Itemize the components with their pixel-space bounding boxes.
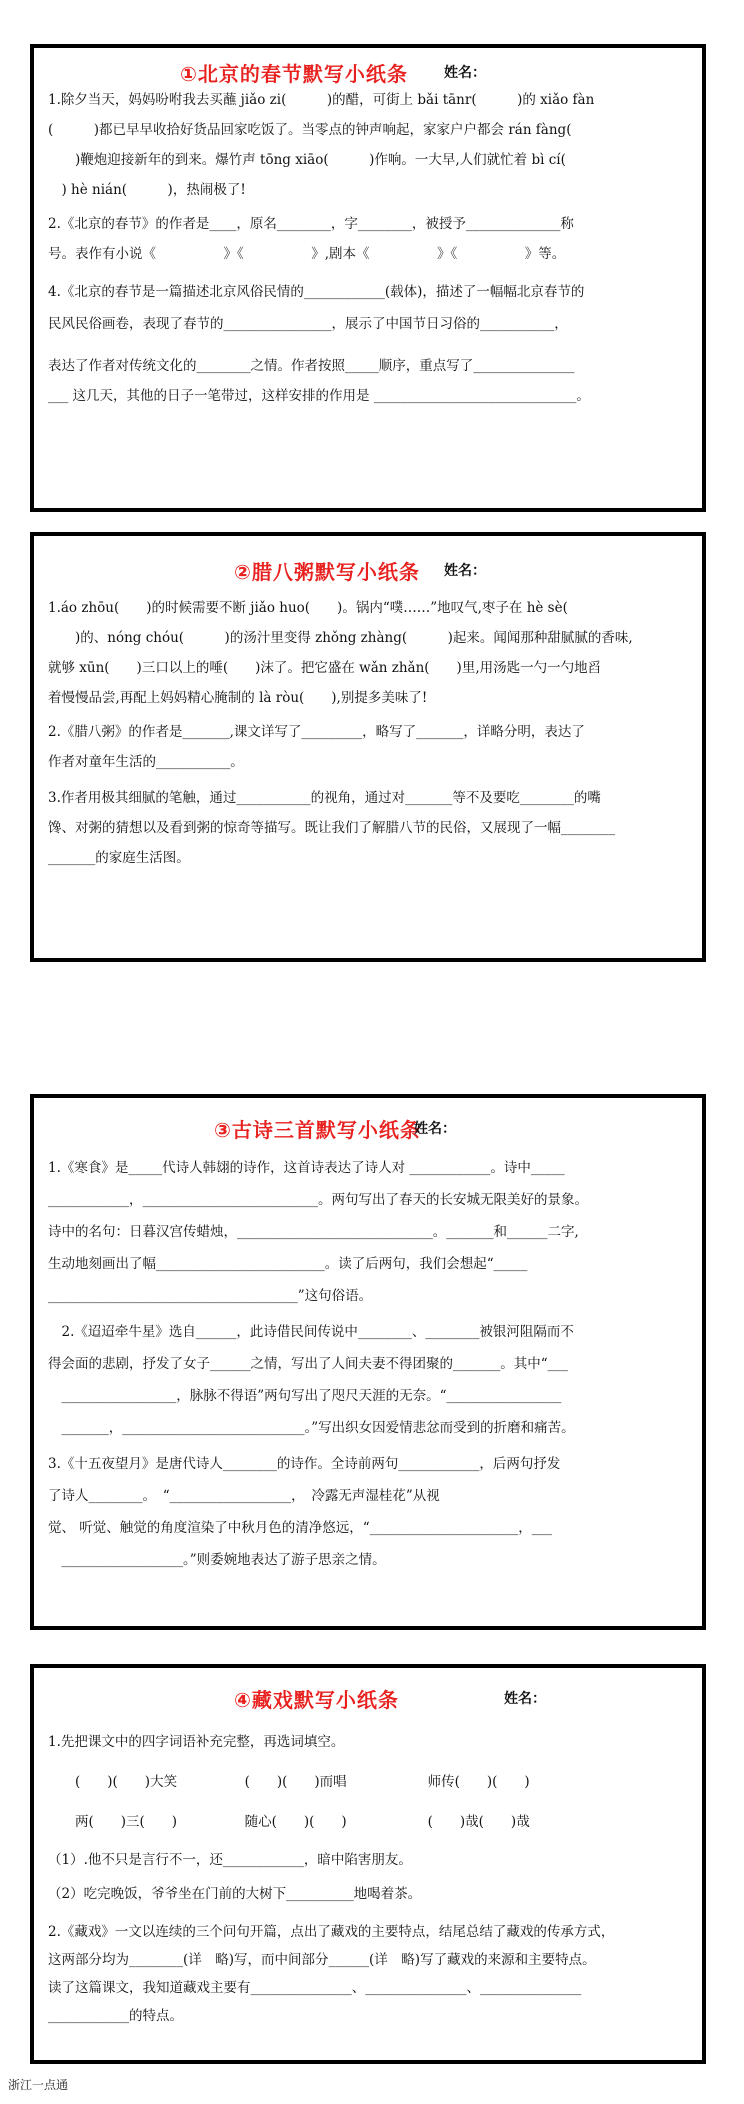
text-line: 3.《十五夜望月》是唐代诗人________的诗作。全诗前两句____________，后两句抒发 bbox=[48, 1456, 561, 1472]
text-line: _____________________________________”这句俗语。 bbox=[48, 1288, 373, 1304]
text-line: 这两部分均为________(详 略)写，而中间部分______(详 略)写了藏戏的来源和主要特点。 bbox=[48, 1952, 596, 1968]
text-line: 民风民俗画卷，表现了春节的________________，展示了中国节日习俗的___________， bbox=[48, 316, 568, 332]
text-line: __________________。”则委婉地表达了游子思亲之情。 bbox=[48, 1552, 386, 1568]
text-line: )鞭炮迎接新年的到来。爆竹声 tōng xiāo( )作响。一大早,人们就忙着 bì cí( bbox=[48, 152, 566, 168]
text-line: 2.《北京的春节》的作者是____，原名________，字________，被授予______________称 bbox=[48, 216, 574, 232]
text-line: ____________，__________________________。两句写出了春天的长安城无限美好的景象。 bbox=[48, 1192, 588, 1208]
text-line: ____________的特点。 bbox=[48, 2008, 183, 2024]
text-line: 1.《寒食》是_____代诗人韩翃的诗作，这首诗表达了诗人对 ____________。诗中_____ bbox=[48, 1160, 565, 1176]
text-line: 2.《迢迢牵牛星》选自______，此诗借民间传说中________、________被银河阻隔而不 bbox=[48, 1324, 574, 1340]
text-line: （2）吃完晚饭，爷爷坐在门前的大树下__________地喝着茶。 bbox=[48, 1886, 422, 1902]
text-line: _______的家庭生活图。 bbox=[48, 850, 190, 866]
text-line: 得会面的悲剧，抒发了女子______之情，写出了人间夫妻不得团聚的_______。其中“___ bbox=[48, 1356, 568, 1372]
text-line: （1）.他不只是言行不一，还____________，暗中陷害朋友。 bbox=[48, 1852, 412, 1868]
text-line: ( )都已早早收拾好货品回家吃饭了。当零点的钟声响起，家家户户都会 rán fàng( bbox=[48, 122, 572, 138]
text-line: 诗中的名句：日暮汉宫传蜡烛，_____________________________。_______和______二字, bbox=[48, 1224, 579, 1240]
text-line: 着慢慢品尝,再配上妈妈精心腌制的 là ròu( ),别提多美味了! bbox=[48, 690, 428, 706]
section-tibetan-opera bbox=[30, 1664, 706, 2064]
text-line: ___ 这几天，其他的日子一笔带过，这样安排的作用是 ______________________________。 bbox=[48, 388, 590, 404]
section-beijing-spring-festival bbox=[30, 44, 706, 512]
footer-watermark: 浙江一点通 bbox=[8, 2078, 69, 2092]
text-line: 1.áo zhōu( )的时候需要不断 jiǎo huo( )。锅内“噗……”地叹气,枣子在 hè sè( bbox=[48, 600, 568, 616]
text-line: 作者对童年生活的___________。 bbox=[48, 754, 244, 770]
text-line: ( )( )大笑 ( )( )而唱 师传( )( ) bbox=[48, 1774, 530, 1790]
text-line: _________________，脉脉不得语”两句写出了咫尺天涯的无奈。“_________________ bbox=[48, 1388, 562, 1404]
text-line: 表达了作者对传统文化的________之情。作者按照_____顺序，重点写了_______________ bbox=[48, 358, 575, 374]
text-line: 读了这篇课文，我知道藏戏主要有_______________、_______________、_______________ bbox=[48, 1980, 582, 1996]
section-title: ①北京的春节默写小纸条 bbox=[180, 62, 408, 86]
text-line: ) hè nián( )，热闹极了! bbox=[48, 182, 246, 198]
name-label: 姓名： bbox=[444, 563, 486, 579]
text-line: 觉、 听觉、触觉的角度渲染了中秋月色的清净悠远，“______________________，___ bbox=[48, 1520, 552, 1536]
name-label: 姓名： bbox=[414, 1121, 456, 1137]
text-line: 号。表作有小说《 》《 》,剧本《 》《 》等。 bbox=[48, 246, 566, 262]
text-line: 2.《腊八粥》的作者是_______,课文详写了_________，略写了_______，详略分明，表达了 bbox=[48, 724, 585, 740]
text-line: 4.《北京的春节是一篇描述北京风俗民情的____________(载体)，描述了一幅幅北京春节的 bbox=[48, 284, 585, 300]
section-three-ancient-poems bbox=[30, 1094, 706, 1630]
text-line: 生动地刻画出了幅_________________________。读了后两句，我们会想起“_____ bbox=[48, 1256, 528, 1272]
text-line: _______，___________________________。”写出织女因爱情悲忿而受到的折磨和痛苦。 bbox=[48, 1420, 575, 1436]
section-title: ②腊八粥默写小纸条 bbox=[234, 560, 420, 584]
name-label: 姓名： bbox=[444, 65, 486, 81]
text-line: 馋、对粥的猜想以及看到粥的惊奇等描写。既让我们了解腊八节的民俗，又展现了一幅________ bbox=[48, 820, 615, 836]
text-line: 就够 xūn( )三口以上的唾( )沫了。把它盛在 wǎn zhǎn( )里,用汤匙一勺一勺地舀 bbox=[48, 660, 602, 676]
section-laba-porridge bbox=[30, 532, 706, 962]
name-label: 姓名： bbox=[504, 1691, 546, 1707]
text-line: )的、nóng chóu( )的汤汁里变得 zhǒng zhàng( )起来。闻闻那种甜腻腻的香味, bbox=[48, 630, 633, 646]
text-line: 两( )三( ) 随心( )( ) ( )哉( )哉 bbox=[48, 1814, 530, 1830]
section-title: ③古诗三首默写小纸条 bbox=[214, 1118, 421, 1142]
text-line: 2.《藏戏》一文以连续的三个问句开篇，点出了藏戏的主要特点，结尾总结了藏戏的传承方式， bbox=[48, 1924, 615, 1940]
section-title: ④藏戏默写小纸条 bbox=[234, 1688, 399, 1712]
text-line: 3.作者用极其细腻的笔触，通过___________的视角，通过对_______等不及要吃________的嘴 bbox=[48, 790, 601, 806]
text-line: 1.除夕当天，妈妈吩咐我去买蘸 jiǎo zi( )的醋，可街上 bǎi tānr( )的 xiǎo fàn bbox=[48, 92, 595, 108]
text-line: 了诗人________。 “__________________， 冷露无声湿桂花”从视 bbox=[48, 1488, 440, 1504]
text-line: 1.先把课文中的四字词语补充完整，再选词填空。 bbox=[48, 1734, 345, 1750]
